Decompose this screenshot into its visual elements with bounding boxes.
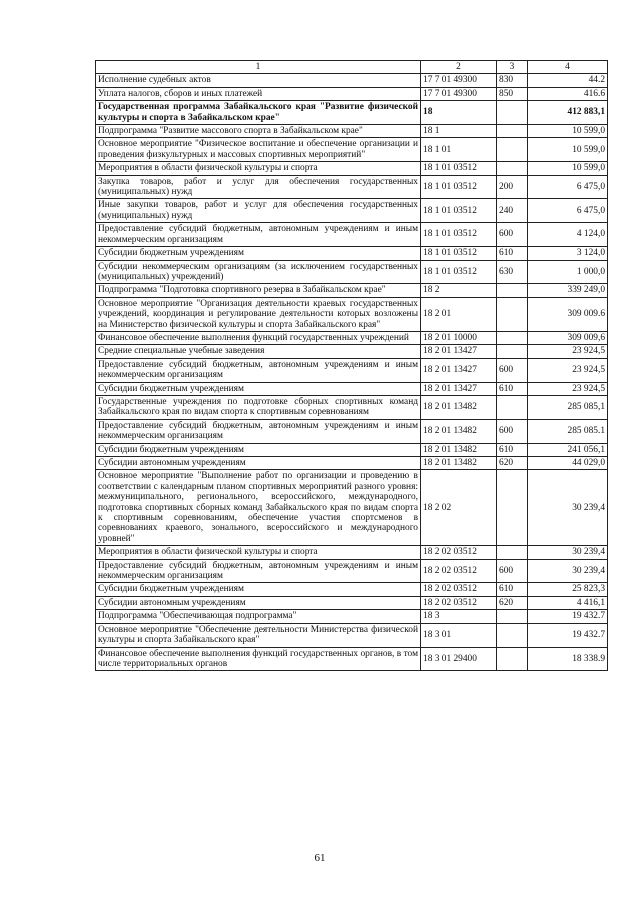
row-name-cell: Основное мероприятие "Организация деятельности краевых государственных учреждений, координация и регулирование деятельности которых возложены на Министерство физической культуры и спорта Забайкальского края": [96, 297, 421, 331]
row-amount-cell: 30 239,4: [528, 559, 608, 583]
table-row: [96, 623, 608, 647]
row-name-cell: Закупка товаров, работ и услуг для обеспечения государственных (муниципальных) нужд: [96, 175, 421, 199]
row-amount-cell: 412 883,1: [528, 101, 608, 125]
row-code-cell: 18 2 01 13482: [421, 443, 497, 456]
row-amount-cell: 18 338.9: [528, 647, 608, 671]
row-name-cell: Уплата налогов, сборов и иных платежей: [96, 87, 421, 100]
row-amount-cell: 309 009.6: [528, 297, 608, 331]
row-name-cell: Субсидии бюджетным учреждениям: [96, 443, 421, 456]
row-group-cell: 850: [497, 87, 528, 100]
row-name-cell: Мероприятия в области физической культуры и спорта: [96, 162, 421, 175]
row-group-cell: [497, 331, 528, 344]
table-row: [96, 583, 608, 596]
row-code-cell: 18 1 01 03512: [421, 162, 497, 175]
row-code-cell: 18 1 01 03512: [421, 247, 497, 260]
row-amount-cell: 3 124,0: [528, 247, 608, 260]
row-code-cell: 18 2 01 13427: [421, 382, 497, 395]
row-name-cell: Подпрограмма "Развитие массового спорта в Забайкальском крае": [96, 125, 421, 138]
table-row: [96, 125, 608, 138]
row-name-cell: Субсидии автономным учреждениям: [96, 457, 421, 470]
row-code-cell: 18 1 01 03512: [421, 175, 497, 199]
row-code-cell: 18: [421, 101, 497, 125]
row-group-cell: 610: [497, 443, 528, 456]
table-row: [96, 247, 608, 260]
row-amount-cell: 19 432.7: [528, 610, 608, 623]
row-group-cell: 600: [497, 358, 528, 382]
row-code-cell: 18 3: [421, 610, 497, 623]
row-amount-cell: 6 475,0: [528, 199, 608, 223]
row-amount-cell: 4 416,1: [528, 596, 608, 609]
row-name-cell: Финансовое обеспечение выполнения функций государственных учреждений: [96, 331, 421, 344]
row-name-cell: Субсидии бюджетным учреждениям: [96, 247, 421, 260]
table-header-row: [96, 61, 608, 74]
row-group-cell: 600: [497, 419, 528, 443]
row-code-cell: 18 2 01 13482: [421, 395, 497, 419]
row-group-cell: [497, 162, 528, 175]
budget-table: [95, 60, 608, 671]
table-row: [96, 596, 608, 609]
row-code-cell: 18 2 01 13427: [421, 345, 497, 358]
row-code-cell: 18 1 01 03512: [421, 260, 497, 284]
row-amount-cell: 285 085.1: [528, 419, 608, 443]
row-name-cell: Мероприятия в области физической культуры и спорта: [96, 546, 421, 559]
row-amount-cell: 30 239,4: [528, 546, 608, 559]
row-group-cell: 620: [497, 457, 528, 470]
row-group-cell: [497, 395, 528, 419]
row-amount-cell: 285 085,1: [528, 395, 608, 419]
table-row: [96, 138, 608, 162]
row-code-cell: 18 2 01 13482: [421, 419, 497, 443]
row-amount-cell: 339 249,0: [528, 284, 608, 297]
table-row: [96, 162, 608, 175]
row-name-cell: Исполнение судебных актов: [96, 74, 421, 87]
row-code-cell: 18 2 02: [421, 470, 497, 546]
table-row: [96, 260, 608, 284]
row-name-cell: Иные закупки товаров, работ и услуг для обеспечения государственных (муниципальных) нужд: [96, 199, 421, 223]
row-group-cell: [497, 610, 528, 623]
table-row: [96, 101, 608, 125]
row-group-cell: 830: [497, 74, 528, 87]
row-name-cell: Государственные учреждения по подготовке сборных спортивных команд Забайкальского края по видам спорта к спортивным соревнованиям: [96, 395, 421, 419]
row-amount-cell: 4 124,0: [528, 223, 608, 247]
table-row: [96, 470, 608, 546]
row-amount-cell: 25 823,3: [528, 583, 608, 596]
table-row: [96, 395, 608, 419]
row-code-cell: 18 2 01 13427: [421, 358, 497, 382]
row-amount-cell: 44 029,0: [528, 457, 608, 470]
row-name-cell: Основное мероприятие "Выполнение работ по организации и проведению в соответствии с календарным планом спортивных мероприятий разного уровня: межмуниципального, регионального, всероссийского, международного, подготовка спортивных сборных команд Забайкальского края по видам спорта к спортивным соревнованиям, обеспечение участия спортсменов в соревнованиях краевого, зонального, всероссийского и международного уровней": [96, 470, 421, 546]
table-row: [96, 175, 608, 199]
row-name-cell: Субсидии автономным учреждениям: [96, 596, 421, 609]
row-group-cell: [497, 647, 528, 671]
row-name-cell: Субсидии бюджетным учреждениям: [96, 583, 421, 596]
row-code-cell: 18 2 02 03512: [421, 583, 497, 596]
row-amount-cell: 30 239,4: [528, 470, 608, 546]
row-code-cell: 18 3 01 29400: [421, 647, 497, 671]
column-header-4: 4: [528, 61, 608, 74]
row-amount-cell: 6 475,0: [528, 175, 608, 199]
row-amount-cell: 10 599,0: [528, 138, 608, 162]
row-name-cell: Предоставление субсидий бюджетным, автономным учреждениям и иным некоммерческим организациям: [96, 223, 421, 247]
row-name-cell: Субсидии бюджетным учреждениям: [96, 382, 421, 395]
row-code-cell: 18 2 01 10000: [421, 331, 497, 344]
table-row: [96, 382, 608, 395]
row-group-cell: [497, 284, 528, 297]
row-code-cell: 18 2 02 03512: [421, 596, 497, 609]
row-amount-cell: 44.2: [528, 74, 608, 87]
row-group-cell: 620: [497, 596, 528, 609]
table-row: [96, 610, 608, 623]
row-group-cell: 610: [497, 247, 528, 260]
row-name-cell: Предоставление субсидий бюджетным, автономным учреждениям и иным некоммерческим организациям: [96, 358, 421, 382]
row-name-cell: Основное мероприятие "Физическое воспитание и обеспечение организации и проведения физкультурных и массовых спортивных мероприятий": [96, 138, 421, 162]
table-row: [96, 331, 608, 344]
row-group-cell: [497, 345, 528, 358]
row-code-cell: 18 1 01 03512: [421, 223, 497, 247]
row-code-cell: 17 7 01 49300: [421, 87, 497, 100]
row-name-cell: Финансовое обеспечение выполнения функций государственных органов, в том числе территориальных органов: [96, 647, 421, 671]
table-row: [96, 443, 608, 456]
table-row: [96, 74, 608, 87]
row-amount-cell: 10 599,0: [528, 125, 608, 138]
table-row: [96, 457, 608, 470]
row-group-cell: 630: [497, 260, 528, 284]
table-row: [96, 223, 608, 247]
row-name-cell: Субсидии некоммерческим организациям (за исключением государственных (муниципальных) учреждений): [96, 260, 421, 284]
row-name-cell: Предоставление субсидий бюджетным, автономным учреждениям и иным некоммерческим организациям: [96, 419, 421, 443]
row-group-cell: [497, 297, 528, 331]
row-group-cell: [497, 623, 528, 647]
row-group-cell: 610: [497, 382, 528, 395]
row-code-cell: 18 2: [421, 284, 497, 297]
column-header-2: 2: [421, 61, 497, 74]
table-row: [96, 297, 608, 331]
row-group-cell: [497, 138, 528, 162]
row-code-cell: 18 2 02 03512: [421, 546, 497, 559]
table-row: [96, 345, 608, 358]
row-amount-cell: 23 924,5: [528, 358, 608, 382]
row-amount-cell: 1 000,0: [528, 260, 608, 284]
page-number: 61: [314, 852, 326, 864]
row-amount-cell: 10 599,0: [528, 162, 608, 175]
table-row: [96, 647, 608, 671]
row-amount-cell: 19 432.7: [528, 623, 608, 647]
row-amount-cell: 23 924,5: [528, 382, 608, 395]
row-code-cell: 18 1: [421, 125, 497, 138]
row-code-cell: 18 1 01: [421, 138, 497, 162]
row-name-cell: Предоставление субсидий бюджетным, автономным учреждениям и иным некоммерческим организациям: [96, 559, 421, 583]
row-name-cell: Средние специальные учебные заведения: [96, 345, 421, 358]
row-name-cell: Подпрограмма "Подготовка спортивного резерва в Забайкальском крае": [96, 284, 421, 297]
table-row: [96, 419, 608, 443]
table-row: [96, 284, 608, 297]
row-name-cell: Государственная программа Забайкальского края "Развитие физической культуры и спорта в Забайкальском крае": [96, 101, 421, 125]
row-amount-cell: 309 009,6: [528, 331, 608, 344]
row-group-cell: 200: [497, 175, 528, 199]
table-row: [96, 358, 608, 382]
column-header-1: 1: [96, 61, 421, 74]
row-code-cell: 18 2 02 03512: [421, 559, 497, 583]
row-amount-cell: 241 056,1: [528, 443, 608, 456]
row-group-cell: 600: [497, 223, 528, 247]
row-name-cell: Основное мероприятие "Обеспечение деятельности Министерства физической культуры и спорта Забайкальского края": [96, 623, 421, 647]
table-row: [96, 559, 608, 583]
row-amount-cell: 23 924,5: [528, 345, 608, 358]
row-code-cell: 18 1 01 03512: [421, 199, 497, 223]
row-group-cell: [497, 101, 528, 125]
row-code-cell: 18 2 01: [421, 297, 497, 331]
row-amount-cell: 416.6: [528, 87, 608, 100]
row-group-cell: [497, 470, 528, 546]
column-header-3: 3: [497, 61, 528, 74]
row-code-cell: 18 2 01 13482: [421, 457, 497, 470]
row-group-cell: [497, 125, 528, 138]
row-group-cell: 610: [497, 583, 528, 596]
row-group-cell: [497, 546, 528, 559]
row-group-cell: 240: [497, 199, 528, 223]
row-name-cell: Подпрограмма "Обеспечивающая подпрограмма": [96, 610, 421, 623]
row-group-cell: 600: [497, 559, 528, 583]
row-code-cell: 18 3 01: [421, 623, 497, 647]
table-row: [96, 87, 608, 100]
table-row: [96, 199, 608, 223]
row-code-cell: 17 7 01 49300: [421, 74, 497, 87]
table-row: [96, 546, 608, 559]
